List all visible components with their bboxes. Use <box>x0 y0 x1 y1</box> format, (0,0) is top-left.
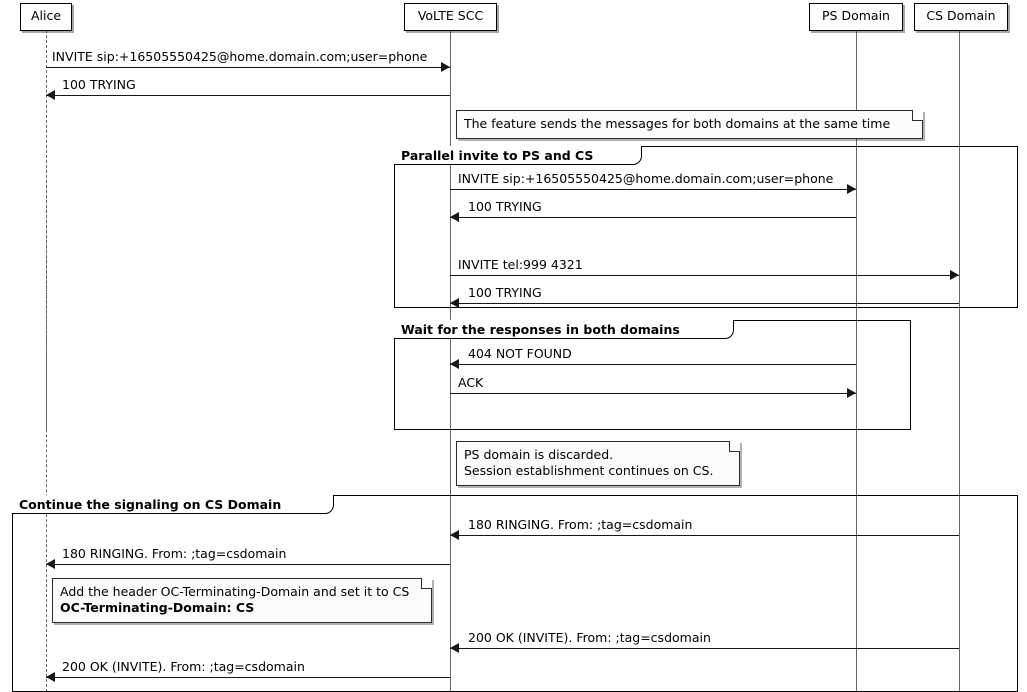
message-line-ack <box>450 393 856 394</box>
message-label-404-not-found: 404 NOT FOUND <box>468 346 572 361</box>
message-line-invite-alice <box>46 67 450 68</box>
message-label-200-ok-cs: 200 OK (INVITE). From: ;tag=csdomain <box>468 630 711 645</box>
group-tab-text: Parallel invite to PS and CS <box>401 148 594 163</box>
message-arrowhead-left <box>450 643 459 653</box>
note-fold-corner <box>421 578 432 589</box>
group-label-parallel-invite <box>394 146 642 165</box>
group-label-continue-cs <box>12 495 334 514</box>
message-line-404-not-found <box>450 364 856 365</box>
participant-label: Alice <box>30 8 62 23</box>
message-label-100-trying-ps: 100 TRYING <box>468 199 542 214</box>
participant-alice[interactable] <box>20 3 72 31</box>
message-line-180-ringing-alice <box>46 564 450 565</box>
note-oc-terminating-domain <box>52 578 432 623</box>
group-label-wait-responses <box>394 320 734 339</box>
message-label-invite-alice: INVITE sip:+16505550425@home.domain.com;user=phone <box>52 49 428 64</box>
note-fold-corner <box>912 110 923 121</box>
message-arrowhead-left <box>46 559 55 569</box>
message-label-ack: ACK <box>458 375 484 390</box>
participant-cs-domain[interactable] <box>914 3 1008 31</box>
message-line-invite-ps <box>450 189 856 190</box>
message-arrowhead-right <box>950 270 959 280</box>
note-text-line-1: PS domain is discarded. <box>464 447 614 462</box>
note-fold-corner <box>729 441 740 452</box>
note-parallel-messages <box>456 110 923 139</box>
participant-label: VoLTE SCC <box>417 8 484 23</box>
message-arrowhead-right <box>441 62 450 72</box>
message-line-100-trying-cs <box>450 303 959 304</box>
message-arrowhead-right <box>847 388 856 398</box>
note-text: The feature sends the messages for both domains at the same time <box>464 116 891 131</box>
message-label-invite-cs: INVITE tel:999 4321 <box>458 257 583 272</box>
message-line-100-trying-ps <box>450 217 856 218</box>
message-arrowhead-left <box>450 298 459 308</box>
message-arrowhead-left <box>450 359 459 369</box>
note-text-line-2: Session establishment continues on CS. <box>464 463 714 478</box>
message-arrowhead-left <box>46 672 55 682</box>
participant-ps-domain[interactable] <box>809 3 903 31</box>
group-tab-text: Wait for the responses in both domains <box>401 322 680 337</box>
participant-label: CS Domain <box>926 8 996 23</box>
message-line-180-ringing-cs <box>450 535 959 536</box>
group-tab-text: Continue the signaling on CS Domain <box>19 497 282 512</box>
note-text-line-1: Add the header OC-Terminating-Domain and set it to CS <box>60 584 410 599</box>
message-line-100-trying-alice <box>46 95 450 96</box>
message-label-100-trying-cs: 100 TRYING <box>468 285 542 300</box>
message-line-200-ok-cs <box>450 648 959 649</box>
note-ps-discarded <box>456 441 740 486</box>
message-line-invite-cs <box>450 275 959 276</box>
message-label-180-ringing-cs: 180 RINGING. From: ;tag=csdomain <box>468 517 693 532</box>
message-arrowhead-right <box>847 184 856 194</box>
note-text-line-2: OC-Terminating-Domain: CS <box>60 600 255 615</box>
participant-label: PS Domain <box>822 8 890 23</box>
message-label-180-ringing-alice: 180 RINGING. From: ;tag=csdomain <box>62 546 287 561</box>
participant-volte-scc[interactable] <box>404 3 497 31</box>
message-label-invite-ps: INVITE sip:+16505550425@home.domain.com;user=phone <box>458 171 834 186</box>
message-arrowhead-left <box>46 90 55 100</box>
message-label-200-ok-alice: 200 OK (INVITE). From: ;tag=csdomain <box>62 659 305 674</box>
message-arrowhead-left <box>450 530 459 540</box>
message-label-100-trying-alice: 100 TRYING <box>62 77 136 92</box>
message-arrowhead-left <box>450 212 459 222</box>
message-line-200-ok-alice <box>46 677 450 678</box>
lifeline-alice-inactive <box>46 150 47 430</box>
